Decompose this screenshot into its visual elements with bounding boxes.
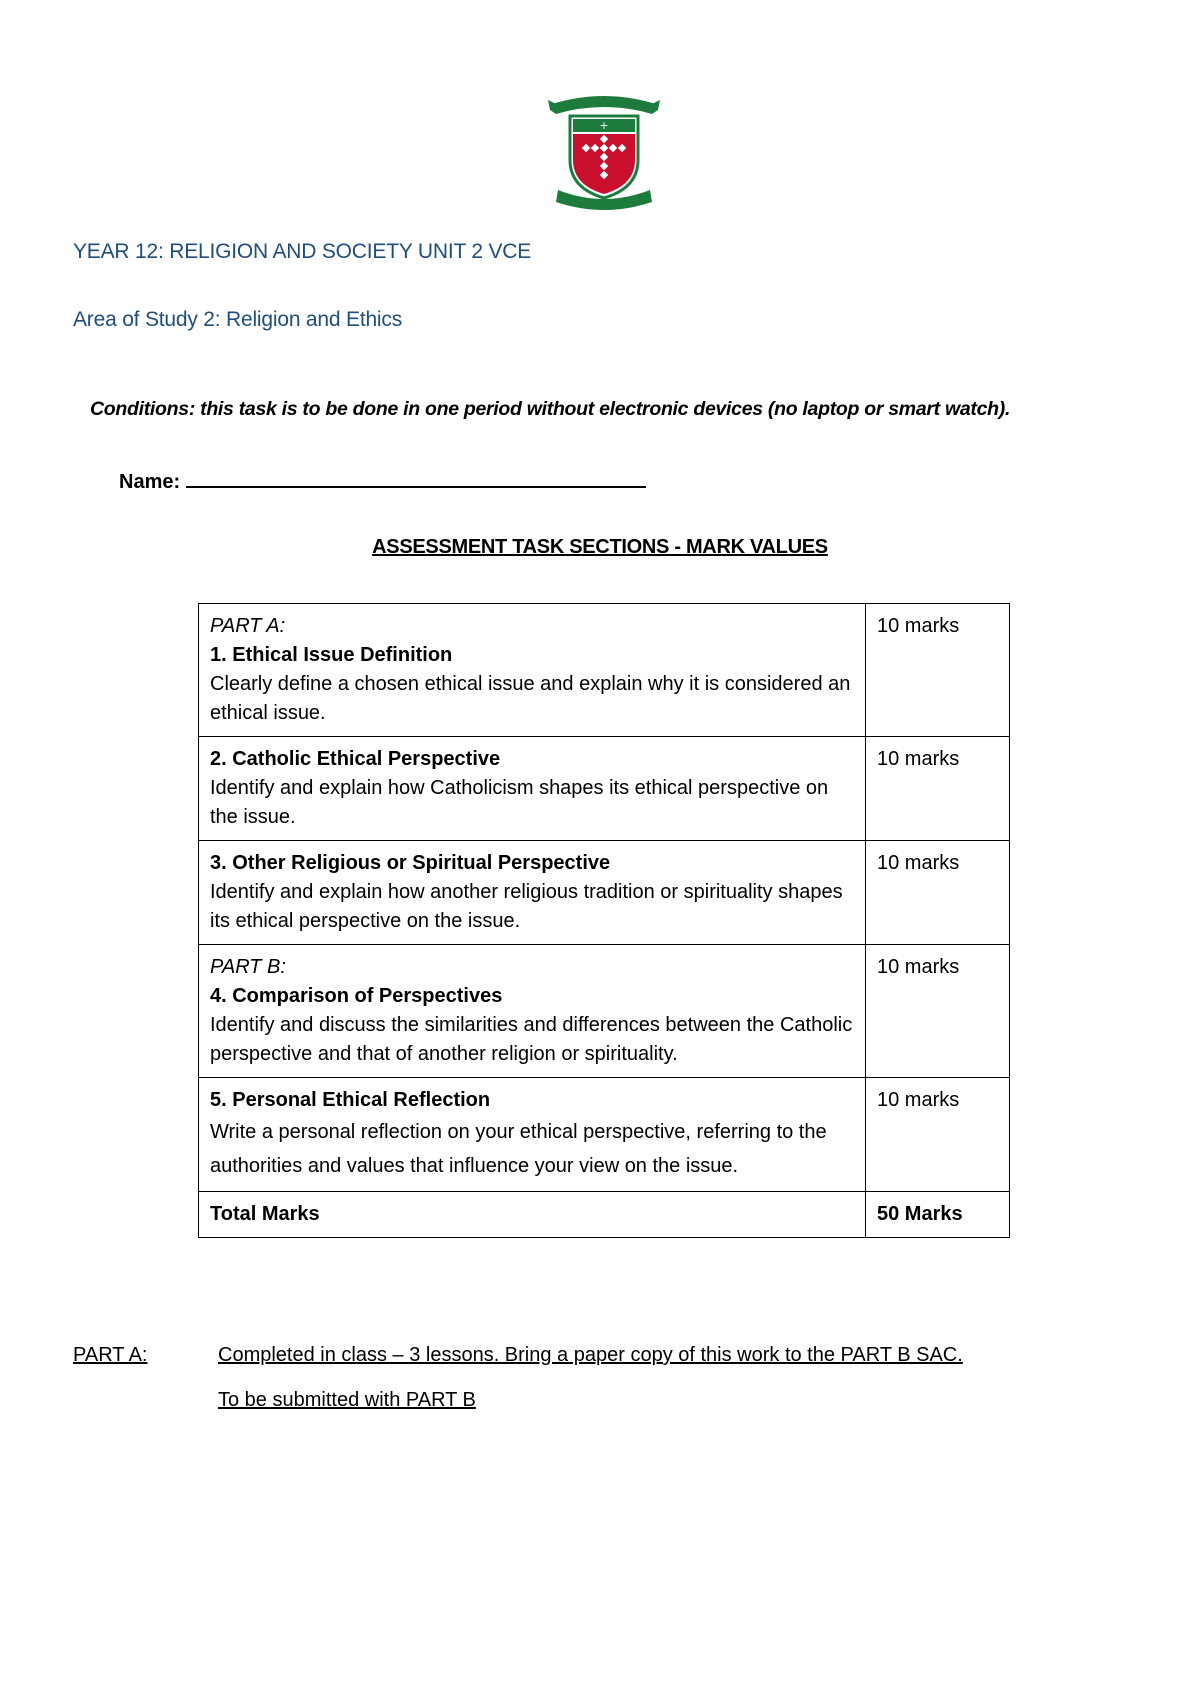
- table-row: [199, 945, 1010, 1078]
- section-description: Clearly define a chosen ethical issue and explain why it is considered an ethical issue.: [210, 673, 851, 724]
- task-conditions: Conditions: this task is to be done in one period without electronic devices (no laptop or smart watch).: [90, 398, 1011, 420]
- part-label: PART A:: [210, 615, 286, 637]
- section-cell: [199, 841, 866, 945]
- section-title: 1. Ethical Issue Definition: [210, 644, 453, 666]
- section-cell: [199, 737, 866, 841]
- total-row: [199, 1192, 1010, 1238]
- total-value: 50 Marks: [866, 1192, 1010, 1238]
- name-blank-line[interactable]: [186, 466, 646, 488]
- table-row: [199, 841, 1010, 945]
- section-cell: [199, 604, 866, 737]
- total-label: Total Marks: [199, 1192, 866, 1238]
- marks-cell: 10 marks: [866, 737, 1010, 841]
- section-description: Identify and explain how Catholicism shapes its ethical perspective on the issue.: [210, 777, 829, 828]
- school-crest-logo: [548, 90, 660, 210]
- part-label: PART B:: [210, 956, 286, 978]
- footer-instruction-2: To be submitted with PART B: [218, 1389, 476, 1411]
- table-row: [199, 604, 1010, 737]
- section-description: Identify and explain how another religious tradition or spirituality shapes its ethical perspective on the issue.: [210, 881, 843, 932]
- footer-part-label: PART A:: [73, 1344, 148, 1366]
- section-title: 4. Comparison of Perspectives: [210, 985, 503, 1007]
- marks-cell: 10 marks: [866, 1078, 1010, 1192]
- area-of-study-heading: Area of Study 2: Religion and Ethics: [73, 308, 402, 331]
- section-title: 5. Personal Ethical Reflection: [210, 1089, 491, 1111]
- section-cell: [199, 1078, 866, 1192]
- marks-table: [198, 603, 1010, 1238]
- name-field-row: [119, 466, 646, 494]
- marks-cell: 10 marks: [866, 945, 1010, 1078]
- section-cell: [199, 945, 866, 1078]
- section-title: 3. Other Religious or Spiritual Perspective: [210, 852, 611, 874]
- svg-text:+: +: [599, 119, 609, 132]
- section-title: 2. Catholic Ethical Perspective: [210, 748, 501, 770]
- name-label: Name:: [119, 471, 181, 493]
- document-title: YEAR 12: RELIGION AND SOCIETY UNIT 2 VCE: [73, 240, 532, 263]
- footer-instruction-1: Completed in class – 3 lessons. Bring a paper copy of this work to the PART B SAC.: [218, 1344, 963, 1366]
- table-row: [199, 737, 1010, 841]
- section-description: Identify and discuss the similarities and differences between the Catholic perspective and that of another religion or spirituality.: [210, 1014, 853, 1065]
- marks-cell: 10 marks: [866, 841, 1010, 945]
- section-description: Write a personal reflection on your ethical perspective, referring to the authorities and values that influence your view on the issue.: [210, 1121, 827, 1177]
- marks-cell: 10 marks: [866, 604, 1010, 737]
- marks-table-title: ASSESSMENT TASK SECTIONS - MARK VALUES: [372, 536, 828, 558]
- table-row: [199, 1078, 1010, 1192]
